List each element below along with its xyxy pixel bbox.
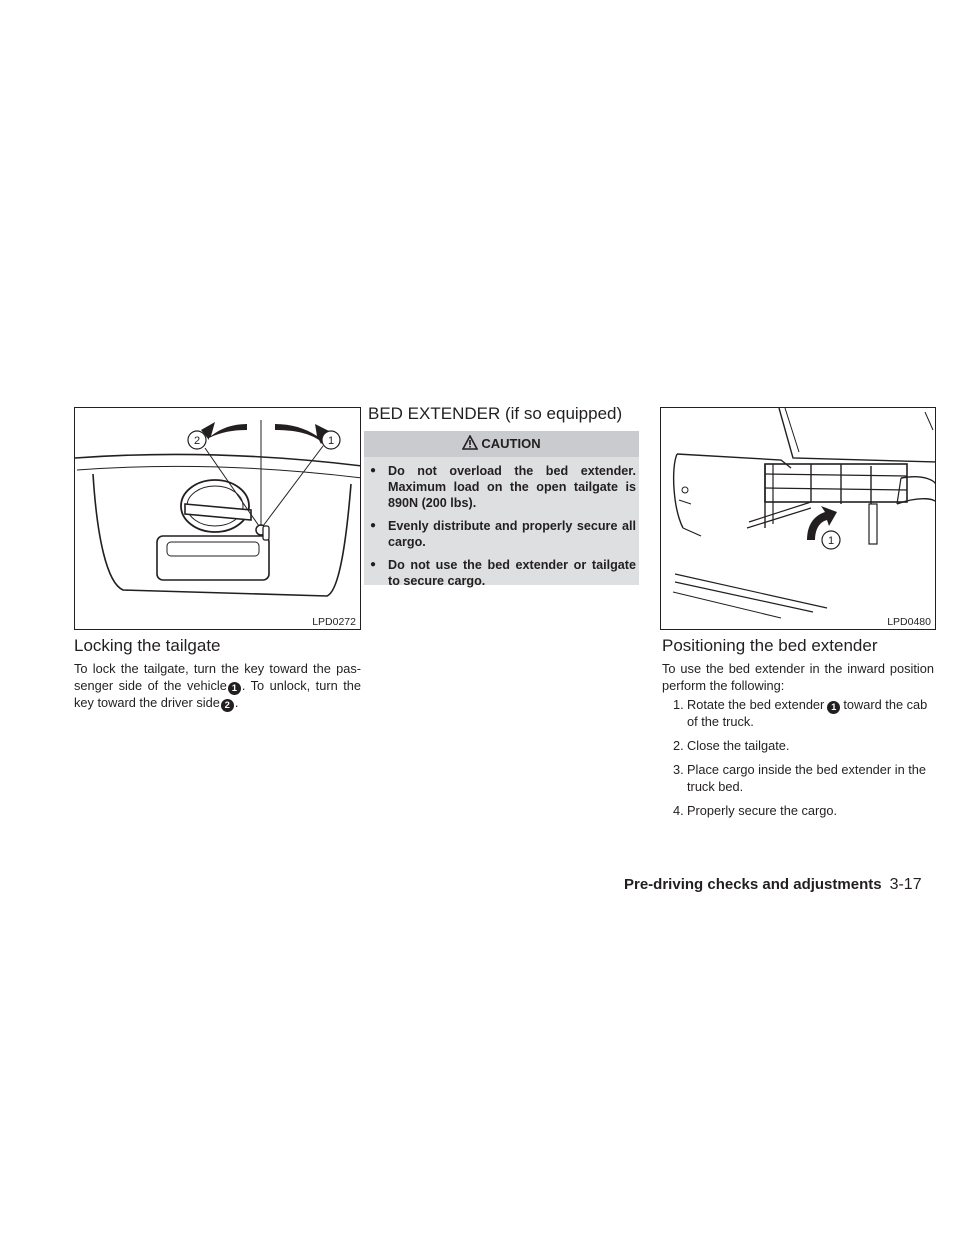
tailgate-lock-figure [74, 407, 361, 630]
callout-1-label: 1 [827, 535, 835, 547]
caution-item: ● Do not use the bed extender or tailgate to secure cargo. [370, 557, 636, 589]
figure-code: LPD0480 [887, 616, 931, 628]
positioning-intro: To use the bed extender in the inward position perform the following: [662, 661, 934, 693]
step-item: 3. Place cargo inside the bed extender in the truck bed. [673, 762, 927, 794]
step-item: 2. Close the tailgate. [673, 738, 790, 754]
step-item: 1. Rotate the bed extender 1 toward the cab of the truck. [673, 697, 928, 729]
positioning-bed-extender-title: Positioning the bed extender [662, 636, 878, 655]
marker-1: 1 [228, 682, 241, 695]
footer-section: Pre-driving checks and adjustments [624, 876, 882, 893]
positioning-steps [662, 697, 934, 827]
caution-item: ● Do not overload the bed extender. Maximum load on the open tailgate is 890N (200 lbs). [370, 463, 636, 511]
caution-label: CAUTION [481, 436, 541, 451]
figure-code: LPD0272 [312, 616, 356, 628]
marker-1: 1 [827, 701, 840, 714]
bed-extender-title: BED EXTENDER (if so equipped) [368, 404, 623, 423]
caution-box [364, 431, 639, 588]
caution-item: ● Evenly distribute and properly secure all cargo. [370, 518, 636, 550]
page-footer [624, 876, 922, 894]
tailgate-lock-illustration [75, 408, 361, 630]
locking-tailgate-title: Locking the tailgate [74, 636, 221, 655]
locking-tailgate-body: To lock the tailgate, turn the key toward the pas-senger side of the vehicle 1 . To unlock, turn the key toward the driver side 2 . [74, 661, 362, 711]
step-item: 4. Properly secure the cargo. [673, 802, 838, 818]
marker-2: 2 [221, 699, 234, 712]
page-number: 3-17 [889, 876, 922, 893]
caution-header [364, 431, 639, 457]
bed-extender-figure [660, 407, 936, 630]
caution-list [370, 463, 636, 596]
warning-icon [462, 435, 478, 450]
callout-1-label: 1 [327, 435, 335, 447]
callout-2-label: 2 [193, 435, 201, 447]
bed-extender-illustration [661, 408, 936, 630]
